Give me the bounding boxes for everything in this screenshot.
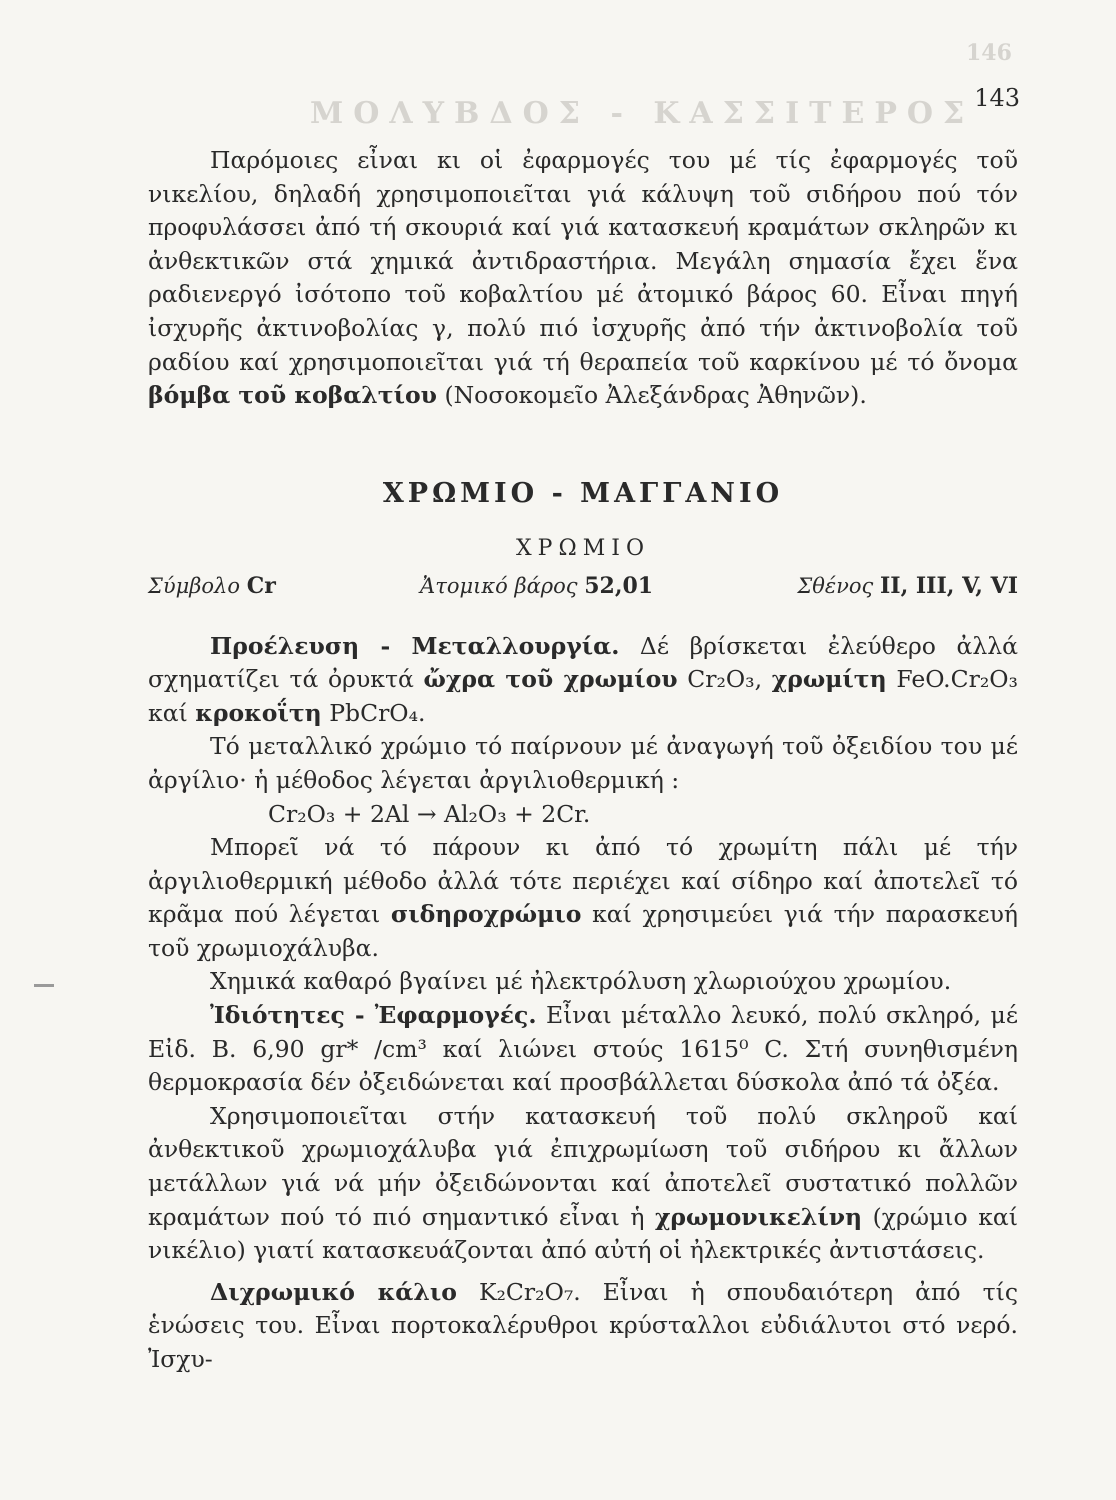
metallic-paragraph: Τό μεταλλικό χρώμιο τό παίρνουν μέ ἀναγωγή τοῦ ὀξειδίου του μέ ἀργίλιο· ἡ μέθοδος λέγεται ἀργιλιοθερμική : [148, 732, 1018, 794]
chromite-tail: καί χρησιμεύει γιά τήν παρασκευή τοῦ χρωμιοχάλυβα. [148, 900, 1018, 962]
atomic-weight-info [420, 570, 653, 604]
origin-heading: Προέλευση - Μεταλλουργία. [210, 631, 620, 660]
intro-tail: (Νοσοκομεῖο Ἀλεξάνδρας Ἀθηνῶν). [444, 381, 867, 410]
symbol-label: Σύμβολο [148, 573, 240, 598]
ore1-name: ὤχρα τοῦ χρωμίου [423, 665, 678, 694]
ore2-formula: FeO.Cr₂O₃ [896, 665, 1018, 694]
valence-value: II, III, V, VI [879, 572, 1018, 599]
intro-paragraph [148, 144, 1018, 413]
ore3-name: κροκοΐτη [195, 698, 322, 727]
electrolysis-paragraph: Χημικά καθαρό βγαίνει μέ ἠλεκτρόλυση χλωριούχου χρωμίου. [210, 967, 952, 996]
uses-text: Χρησιμοποιεῖται στήν κατασκευή τοῦ πολύ σκληροῦ καί ἀνθεκτικοῦ χρωμιοχάλυβα γιά ἐπιχρωμίωση τοῦ σιδήρου κι ἄλλων μετάλλων γιά νά μήν ὀξειδώνονται καί ἀποτελεῖ συστατικό πολλῶν κραμάτων πού τό πιό σημαντικό εἶναι ἡ [148, 1101, 1018, 1231]
margin-mark [34, 984, 54, 987]
atomic-weight-value: 52,01 [584, 572, 654, 599]
uses-bold-term: χρωμονικελίνη [654, 1202, 863, 1231]
origin-paragraph [148, 630, 1018, 731]
ore1-formula: Cr₂O₃, [687, 665, 763, 694]
origin-text: Δέ βρίσκεται ἐλεύθερο ἀλλά σχηματίζει τά ὀρυκτά [148, 631, 1018, 694]
element-info-row [148, 570, 1018, 604]
valence-info [797, 570, 1018, 604]
origin-conjunction: καί [148, 698, 188, 727]
page-body [148, 144, 1018, 1410]
chemical-equation: Cr₂O₃ + 2Al → Al₂O₃ + 2Cr. [268, 799, 591, 828]
properties-heading: Ἰδιότητες - Ἐφαρμογές. [210, 1001, 537, 1030]
chapter-title: ΧΡΩΜΙΟ - ΜΑΓΓΑΝΙΟ [382, 477, 784, 509]
dichromate-text: Εἶναι ἡ σπουδαιότερη ἀπό τίς ἑνώσεις του. Εἶναι πορτοκαλέρυθροι κρύσταλλοι εὐδιάλυτοι στό νερό. Ἰσχυ- [148, 1277, 1018, 1373]
dichromate-paragraph [148, 1276, 1018, 1410]
ore3-formula: PbCrO₄. [329, 698, 426, 727]
dichromate-heading: Διχρωμικό κάλιο [210, 1277, 457, 1306]
uses-tail: (χρώμιο καί νικέλιο) γιατί κατασκευάζονται ἀπό αὐτή οἱ ἠλεκτρικές ἀντιστάσεις. [148, 1202, 1018, 1265]
chromite-bold-term: σιδηροχρώμιο [390, 900, 582, 929]
bleed-through-page-number: 146 [966, 40, 1012, 66]
symbol-info [148, 570, 276, 604]
page-number: 143 [974, 84, 1020, 112]
chromite-text: Μπορεῖ νά τό πάρουν κι ἀπό τό χρωμίτη πάλι μέ τήν ἀργιλιοθερμική μέθοδο ἀλλά τότε περιέχει καί σίδηρο καί ἀποτελεῖ τό κρᾶμα πού λέγεται [148, 833, 1018, 929]
properties-paragraph [148, 999, 1018, 1100]
symbol-value: Cr [246, 572, 276, 599]
ore2-name: χρωμίτη [771, 665, 887, 694]
dichromate-formula: K₂Cr₂O₇. [478, 1277, 581, 1306]
valence-label: Σθένος [797, 573, 874, 598]
atomic-weight-label: Ἀτομικό βάρος [420, 573, 578, 598]
bleed-through-header: ΜΟΛΥΒΔΟΣ - ΚΑΣΣΙΤΕΡΟΣ [310, 96, 975, 131]
properties-text: Εἶναι μέταλλο λευκό, πολύ σκληρό, μέ Εἰδ. Β. 6,90 gr* /cm³ καί λιώνει στούς 1615⁰ C. Στή συνηθισμένη θερμοκρασία δέν ὀξειδώνεται καί προσβάλλεται δύσκολα ἀπό τά ὀξέα. [148, 1001, 1019, 1097]
intro-bold-term: βόμβα τοῦ κοβαλτίου [148, 381, 437, 410]
intro-text: Παρόμοιες εἶναι κι οἱ ἐφαρμογές του μέ τίς ἐφαρμογές τοῦ νικελίου, δηλαδή χρησιμοποιεῖται γιά κάλυψη τοῦ σιδήρου πού τόν προφυλάσσει ἀπό τή σκουριά καί γιά κατασκευή κραμάτων σκληρῶν κι ἀνθεκτικῶν στά χημικά ἀντιδραστήρια. Μεγάλη σημασία ἔχει ἕνα ραδιενεργό ἰσότοπο τοῦ κοβαλτίου μέ ἀτομικό βάρος 60. Εἶναι πηγή ἰσχυρῆς ἀκτινοβολίας γ, πολύ πιό ἰσχυρῆς ἀπό τήν ἀκτινοβολία τοῦ ραδίου καί χρησιμοποιεῖται γιά τή θεραπεία τοῦ καρκίνου μέ τό ὄνομα [148, 146, 1018, 376]
chromite-paragraph [148, 831, 1018, 965]
section-title: ΧΡΩΜΙΟ [516, 536, 650, 562]
uses-paragraph [148, 1100, 1018, 1268]
